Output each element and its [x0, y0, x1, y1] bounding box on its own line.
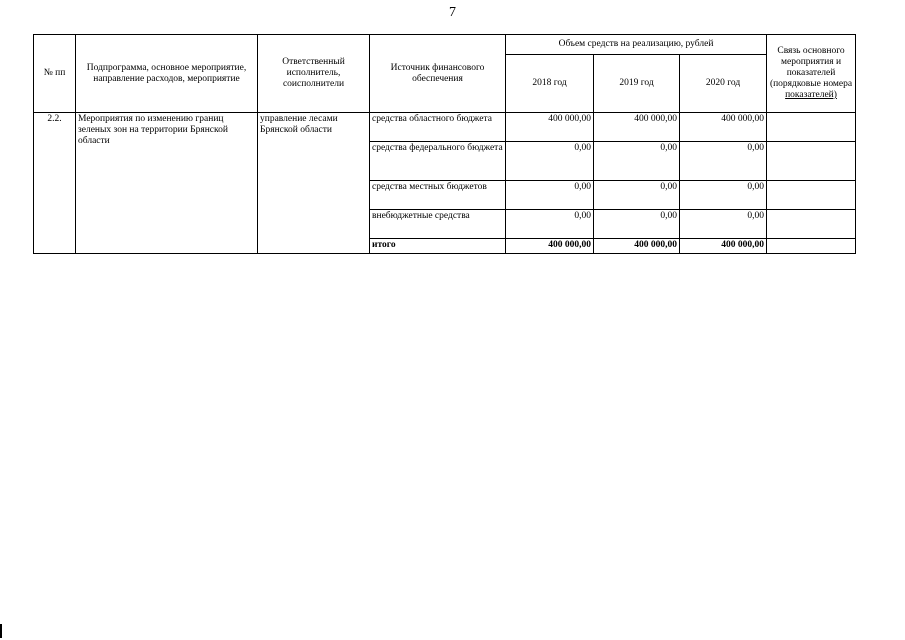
- header-year-2020: 2020 год: [680, 55, 767, 113]
- row-source: средства областного бюджета: [370, 113, 506, 142]
- row-source: внебюджетные средства: [370, 210, 506, 239]
- row-2018-value: 400 000,00: [506, 239, 594, 254]
- header-num: № пп: [34, 35, 76, 113]
- header-year-2018: 2018 год: [506, 55, 594, 113]
- row-source: средства федерального бюджета: [370, 142, 506, 181]
- row-2020-value: 0,00: [680, 142, 767, 181]
- row-link: [767, 113, 856, 142]
- row-2019-value: 0,00: [594, 181, 680, 210]
- row-2018-value: 400 000,00: [506, 113, 594, 142]
- item-executor: управление лесами Брянской области: [258, 113, 370, 254]
- row-2018-value: 0,00: [506, 210, 594, 239]
- header-source: Источник финансового обеспечения: [370, 35, 506, 113]
- row-link: [767, 210, 856, 239]
- row-source: итого: [370, 239, 506, 254]
- header-link: [767, 35, 856, 113]
- header-year-2019: 2019 год: [594, 55, 680, 113]
- row-2019-value: 0,00: [594, 210, 680, 239]
- row-2018-value: 0,00: [506, 142, 594, 181]
- header-link-underlined: показателей): [785, 90, 837, 100]
- row-2019-value: 400 000,00: [594, 239, 680, 254]
- row-2020-value: 0,00: [680, 181, 767, 210]
- row-link: [767, 181, 856, 210]
- header-link-text: Связь основного мероприятия и показателей (порядковые номера: [769, 46, 853, 89]
- table-row: [34, 113, 856, 142]
- row-link: [767, 142, 856, 181]
- item-program: Мероприятия по изменению границ зеленых зон на территории Брянской области: [76, 113, 258, 254]
- item-num: 2.2.: [34, 113, 76, 254]
- header-executor: Ответственный исполнитель, соисполнители: [258, 35, 370, 113]
- row-2018-value: 0,00: [506, 181, 594, 210]
- row-2020-value: 400 000,00: [680, 113, 767, 142]
- row-2019-value: 400 000,00: [594, 113, 680, 142]
- scan-artifact: [0, 624, 2, 638]
- row-2020-value: 0,00: [680, 210, 767, 239]
- row-link: [767, 239, 856, 254]
- page-number: 7: [449, 5, 456, 20]
- row-2019-value: 0,00: [594, 142, 680, 181]
- header-program: Подпрограмма, основное мероприятие, направление расходов, мероприятие: [76, 35, 258, 113]
- row-source: средства местных бюджетов: [370, 181, 506, 210]
- row-2020-value: 400 000,00: [680, 239, 767, 254]
- budget-table: [33, 34, 856, 254]
- header-volume: Объем средств на реализацию, рублей: [506, 35, 767, 55]
